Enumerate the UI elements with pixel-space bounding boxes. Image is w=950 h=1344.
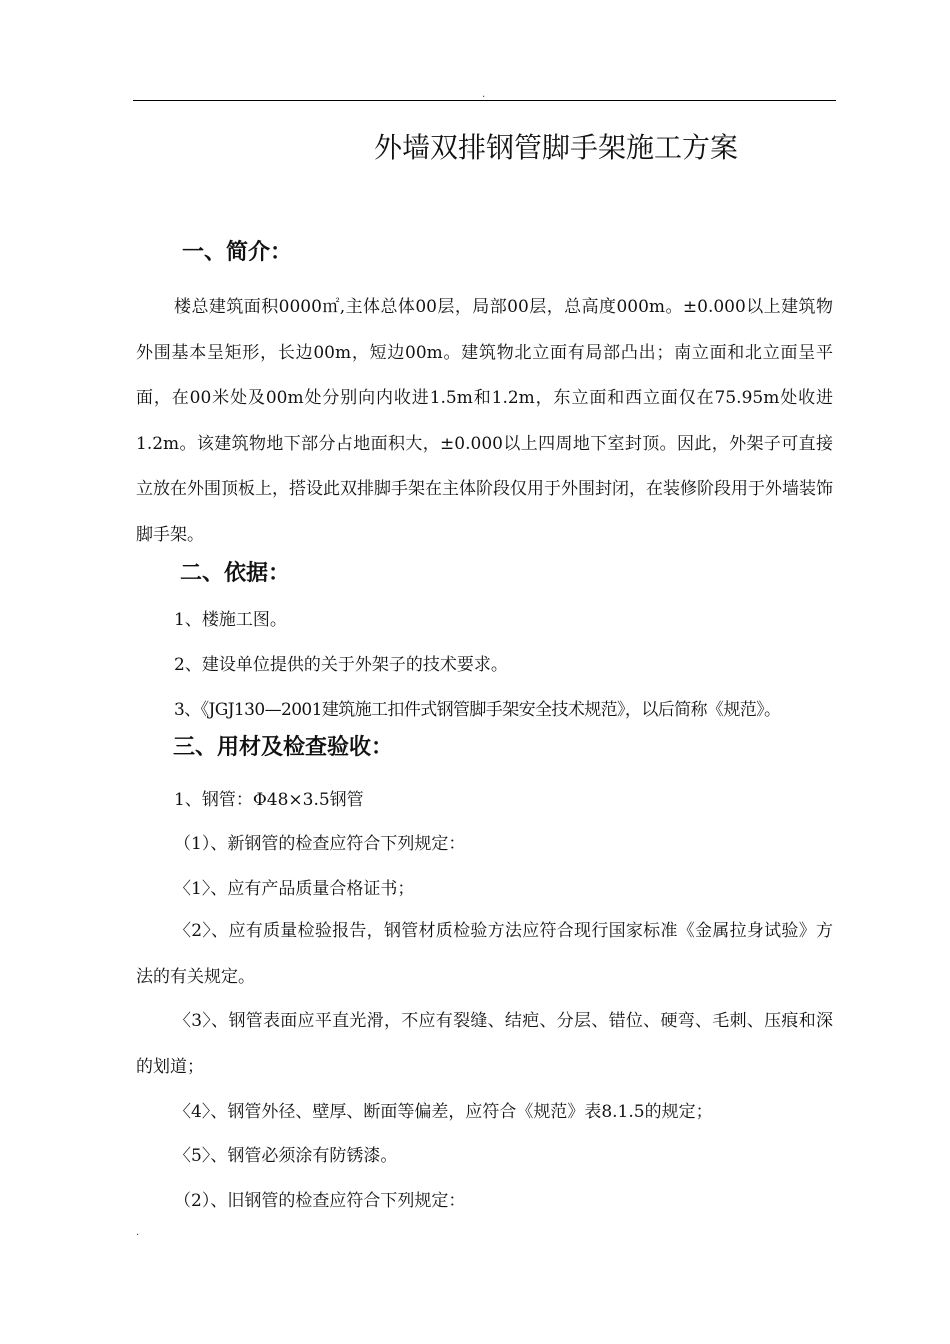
basis-item-1: 1、楼施工图。 [174,610,287,630]
old-pipe-check-heading: （2）、旧钢管的检查应符合下列规定： [174,1191,466,1211]
document-title: 外墙双排钢管脚手架施工方案 [374,131,739,164]
intro-paragraph: 楼总建筑面积0000㎡,主体总体00层，局部00层，总高度000m。±0.000以上建筑物外围基本呈矩形，长边00m，短边00m。建筑物北立面有局部凸出；南立面和北立面呈平面，在00米处及00m处分别向内收进1.5m和1.2m，东立面和西立面仅在75.95m处收进1.2m。该建筑物地下部分占地面积大，±0.000以上四周地下室封顶。因此，外架子可直接立放在外围顶板上，搭设此双排脚手架在主体阶段仅用于外围封闭，在装修阶段用于外墙装饰脚手架。 [136,297,833,545]
section-heading-materials: 三、用材及检查验收： [173,735,394,760]
materials-item-1: 1、钢管：Φ48×3.5钢管 [174,790,364,810]
new-pipe-rule-5: 〈5〉、钢管必须涂有防锈漆。 [174,1146,398,1166]
new-pipe-rule-3: 〈3〉、钢管表面应平直光滑，不应有裂缝、结疤、分层、错位、硬弯、毛刺、压痕和深的划道； [136,1011,833,1077]
new-pipe-rule-4: 〈4〉、钢管外径、壁厚、断面等偏差，应符合《规范》表8.1.5的规定； [174,1102,713,1122]
section-heading-basis: 二、依据： [180,561,291,586]
section-heading-intro: 一、简介： [182,240,293,265]
footer-mark: . [136,1227,140,1238]
new-pipe-check-heading: （1）、新钢管的检查应符合下列规定： [174,834,466,854]
basis-item-2: 2、建设单位提供的关于外架子的技术要求。 [174,655,508,675]
header-rule [133,100,836,101]
new-pipe-rule-1: 〈1〉、应有产品质量合格证书； [174,879,415,899]
basis-item-3: 3、《JGJ130—2001建筑施工扣件式钢管脚手架安全技术规范》，以后简称《规范》。 [174,700,781,720]
new-pipe-rule-2: 〈2〉、应有质量检验报告，钢管材质检验方法应符合现行国家标准《金属拉身试验》方法的有关规定。 [136,921,833,987]
header-mark: . [482,89,486,100]
